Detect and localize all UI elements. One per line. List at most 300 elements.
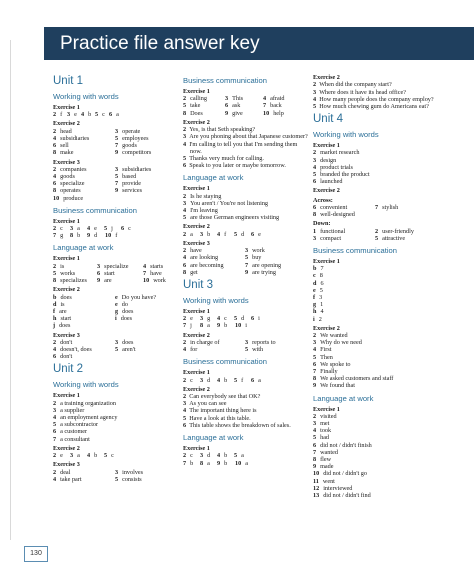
answer-row <box>313 442 439 449</box>
answer-number: 6 <box>183 261 187 269</box>
answer-row <box>183 193 309 200</box>
answer-item <box>245 346 263 353</box>
answer-item <box>313 456 331 463</box>
answer-number: 1 <box>313 227 317 235</box>
answer-item <box>263 95 285 102</box>
answer-text: c <box>224 315 227 323</box>
answer-text: is <box>60 262 65 270</box>
answer-number: 4 <box>87 225 91 233</box>
answer-text: We spoke to <box>320 360 351 368</box>
answer-text: e <box>258 230 261 238</box>
answer-item <box>53 339 72 346</box>
answer-text: reports to <box>252 338 276 346</box>
answer-text: 2 <box>318 315 322 323</box>
answer-number: 3 <box>70 452 74 460</box>
answer-number: 2 <box>313 149 317 157</box>
answer-item <box>217 460 227 467</box>
answer-number: 6 <box>53 428 57 436</box>
answer-item <box>53 301 65 308</box>
answer-row <box>313 301 439 308</box>
answer-number: 5 <box>115 346 119 354</box>
answer-text: does <box>122 338 134 346</box>
answer-number: 6 <box>97 269 101 277</box>
column-2 <box>183 72 309 467</box>
answer-number: 8 <box>200 459 204 467</box>
answer-text: wanted <box>320 448 338 456</box>
answer-item <box>313 427 331 434</box>
answer-text: visited <box>320 412 337 420</box>
answer-row <box>313 456 439 463</box>
answer-row <box>53 315 179 322</box>
answer-item <box>313 178 342 185</box>
exercise-heading: Exercise 2 <box>183 223 210 231</box>
answer-row <box>313 280 439 287</box>
answer-item <box>67 111 77 118</box>
answer-item <box>53 270 75 277</box>
answer-row <box>53 421 179 428</box>
exercise-heading: Exercise 1 <box>183 185 210 193</box>
answer-item <box>200 315 210 322</box>
answer-row <box>53 232 179 239</box>
answer-row <box>53 142 179 149</box>
answer-number: 3 <box>313 420 317 428</box>
answer-row <box>183 322 309 329</box>
answer-sentence <box>183 393 309 400</box>
answer-row <box>53 195 179 202</box>
answer-number: 4 <box>183 140 187 148</box>
answer-number: 13 <box>313 491 320 499</box>
answer-number: 9 <box>115 187 119 195</box>
answer-item <box>115 187 142 194</box>
answer-text: 5 <box>319 286 323 294</box>
answer-number: 2 <box>183 126 187 134</box>
answer-row <box>313 211 439 218</box>
answer-item <box>70 232 80 239</box>
answer-text: How much chewing gum do Americans eat? <box>319 102 429 110</box>
answer-number: 4 <box>217 376 221 384</box>
answer-row <box>313 375 439 382</box>
answer-number: d <box>313 279 317 287</box>
answer-item <box>245 254 261 261</box>
answer-item <box>200 452 210 459</box>
answer-text: are becoming <box>190 261 224 269</box>
answer-text: did not / didn't finish <box>320 441 372 449</box>
answer-number: 8 <box>183 268 187 276</box>
answer-text: e <box>94 225 97 233</box>
answer-item <box>53 315 71 322</box>
answer-text: 4 <box>320 308 324 316</box>
answer-item <box>183 377 193 384</box>
answer-sentence <box>183 133 309 140</box>
answer-item <box>53 421 98 428</box>
answer-number: 5 <box>115 173 119 181</box>
answer-text: d <box>241 315 245 323</box>
answer-number: 2 <box>53 399 57 407</box>
answer-text: get <box>190 268 198 276</box>
answer-number: 10 <box>143 277 150 285</box>
answer-text: based <box>122 173 137 181</box>
answer-item <box>115 142 137 149</box>
answer-text: a <box>241 452 244 460</box>
answer-row <box>313 287 439 294</box>
answer-number: e <box>115 300 118 308</box>
answer-number: 3 <box>225 95 229 103</box>
page-number-box <box>24 546 48 562</box>
answer-number: 4 <box>217 452 221 460</box>
answer-item <box>143 277 166 284</box>
answer-row <box>183 452 309 459</box>
answer-item <box>313 204 347 211</box>
answer-item <box>200 322 210 329</box>
answer-text: did not / didn't find <box>323 491 371 499</box>
answer-number: 2 <box>183 95 187 103</box>
answer-item <box>183 247 202 254</box>
answer-row <box>313 171 439 178</box>
answer-number: 6 <box>121 225 125 233</box>
answer-text: compact <box>320 234 342 242</box>
answer-number: 2 <box>53 111 57 119</box>
answer-text: You aren't / You're not listening <box>190 199 269 207</box>
answer-item <box>313 228 345 235</box>
answer-number: f <box>313 294 316 302</box>
answer-number: 4 <box>313 346 317 354</box>
answer-item <box>53 436 90 443</box>
answer-number: 3 <box>245 247 249 255</box>
exercise-heading: Exercise 1 <box>183 307 210 315</box>
answer-number: 5 <box>53 421 57 429</box>
answer-item <box>313 361 351 368</box>
answer-text: How many people does the company employ? <box>319 95 434 103</box>
answer-number: 2 <box>313 81 317 89</box>
answer-item <box>115 135 149 142</box>
answer-number: 7 <box>313 368 317 376</box>
answer-number: g <box>115 307 119 315</box>
answer-item <box>95 111 105 118</box>
answer-number: 2 <box>53 127 57 135</box>
answer-text: in charge of <box>190 338 220 346</box>
answer-row <box>313 149 439 156</box>
answer-item <box>53 400 116 407</box>
answer-item <box>53 353 72 360</box>
answer-item <box>183 231 193 238</box>
answer-item <box>183 322 192 329</box>
answer-number: 2 <box>53 225 57 233</box>
answer-item <box>313 339 362 346</box>
answer-text: head <box>60 127 72 135</box>
exercise-heading: Exercise 1 <box>53 392 80 400</box>
answer-text: produce <box>63 194 84 202</box>
answer-number: 7 <box>245 261 249 269</box>
answer-number: 2 <box>53 452 57 460</box>
answer-text: d <box>207 452 211 460</box>
page-number: 130 <box>30 550 42 557</box>
answer-item <box>313 382 355 389</box>
answer-item <box>53 346 92 353</box>
answer-row <box>313 413 439 420</box>
answer-number: j <box>53 322 56 330</box>
answer-number: 5 <box>53 269 57 277</box>
answer-item <box>143 263 163 270</box>
answer-text: product trials <box>320 163 353 171</box>
answer-number: 5 <box>183 214 187 222</box>
answer-row <box>53 173 179 180</box>
exercise-heading: Across: <box>313 196 333 204</box>
answer-text: a <box>207 459 210 467</box>
answer-text: buy <box>252 254 262 262</box>
answer-row <box>183 315 309 322</box>
answer-number: 5 <box>313 170 317 178</box>
answer-item <box>313 413 337 420</box>
answer-item <box>375 228 414 235</box>
answer-text: take part <box>60 475 82 483</box>
answer-row <box>183 262 309 269</box>
answer-text: goods <box>122 142 137 150</box>
answer-row <box>313 361 439 368</box>
answer-text: are trying <box>252 268 276 276</box>
answer-number: 7 <box>115 180 119 188</box>
answer-row <box>53 346 179 353</box>
answer-item <box>53 308 67 315</box>
answer-item <box>109 111 119 118</box>
answer-text: e <box>74 111 77 119</box>
answer-number: 5 <box>183 102 187 110</box>
answer-row <box>313 339 439 346</box>
answer-number: 2 <box>313 332 317 340</box>
answer-row <box>183 254 309 261</box>
exercise-heading: Exercise 1 <box>183 369 210 377</box>
answer-number: 2 <box>183 230 187 238</box>
answer-number: 9 <box>225 109 229 117</box>
answer-text: interviewed <box>323 484 353 492</box>
answer-row <box>313 427 439 434</box>
answer-text: went <box>322 477 335 485</box>
answer-number: 3 <box>200 376 204 384</box>
exercise-heading: Exercise 1 <box>313 142 340 150</box>
answer-item <box>245 262 281 269</box>
answer-text: c <box>111 452 114 460</box>
answer-number: 4 <box>53 134 57 142</box>
answer-item <box>313 235 341 242</box>
answer-text: c <box>60 225 63 233</box>
answer-row <box>313 382 439 389</box>
section-heading: Working with words <box>53 380 119 390</box>
answer-row <box>53 476 179 483</box>
answer-number: 5 <box>104 225 108 233</box>
answer-number: 4 <box>217 230 221 238</box>
answer-item <box>183 200 268 207</box>
answer-item <box>115 346 136 353</box>
answer-number: 4 <box>87 452 91 460</box>
answer-text: help <box>273 109 284 117</box>
answer-number: h <box>313 308 317 316</box>
answer-text: made <box>320 463 334 471</box>
answer-item <box>313 316 322 323</box>
answer-row <box>53 428 179 435</box>
answer-number: 9 <box>313 382 317 390</box>
exercise-heading: Exercise 2 <box>53 444 80 452</box>
answer-number: 8 <box>183 109 187 117</box>
answer-item <box>313 420 329 427</box>
answer-text: d <box>94 232 98 240</box>
answer-text: j <box>190 322 192 330</box>
answer-item <box>53 407 84 414</box>
answer-text: Where does it have its head office? <box>319 88 407 96</box>
answer-text: subsidiaries <box>60 134 90 142</box>
answer-sentence <box>313 103 439 110</box>
answer-number: 3 <box>313 88 317 96</box>
answer-text: b <box>224 376 228 384</box>
answer-text: are those German engineers visiting <box>190 214 280 222</box>
answer-number: 6 <box>53 180 57 188</box>
answer-text: have <box>190 247 202 255</box>
answer-text: work <box>252 247 265 255</box>
section-heading: Language at work <box>183 433 244 443</box>
answer-text: a <box>258 376 261 384</box>
answer-row <box>183 200 309 207</box>
answer-item <box>183 110 203 117</box>
answer-item <box>183 254 218 261</box>
answer-item <box>104 225 113 232</box>
answer-text: calling <box>190 95 207 103</box>
answer-text: c <box>190 376 193 384</box>
answer-item <box>313 294 322 301</box>
answer-text: Finally <box>320 368 338 376</box>
answer-number: i <box>313 315 315 323</box>
answer-text: specialize <box>60 180 85 188</box>
answer-text: 3 <box>319 294 323 302</box>
answer-number: 2 <box>53 468 57 476</box>
answer-sentence <box>183 400 309 407</box>
answer-number: 3 <box>245 338 249 346</box>
answer-number: 5 <box>95 111 99 119</box>
answer-text: Yes, is that Seth speaking? <box>189 126 256 134</box>
answer-item <box>313 346 331 353</box>
answer-row <box>183 95 309 102</box>
answer-number: 3 <box>115 165 119 173</box>
answer-item <box>183 102 200 109</box>
section-heading: Working with words <box>53 92 119 101</box>
answer-number: 6 <box>313 203 317 211</box>
answer-item <box>53 225 63 232</box>
answer-item <box>87 232 97 239</box>
answer-item <box>115 339 133 346</box>
answer-row <box>53 294 179 301</box>
answer-row <box>53 469 179 476</box>
answer-number: 3 <box>200 230 204 238</box>
unit-heading: Unit 3 <box>183 278 214 291</box>
answer-item <box>225 110 243 117</box>
answer-item <box>53 469 70 476</box>
answer-text: functional <box>320 227 346 235</box>
answer-item <box>217 322 227 329</box>
answer-text: f <box>224 230 227 238</box>
answer-number: 5 <box>183 414 187 422</box>
answer-item <box>235 460 248 467</box>
answer-number: 6 <box>313 360 317 368</box>
answer-row <box>183 110 309 117</box>
answer-text: Can everybody see that OK? <box>189 393 261 401</box>
answer-number: 7 <box>53 232 57 240</box>
answer-item <box>235 322 247 329</box>
answer-text: a <box>77 452 80 460</box>
answer-row <box>53 166 179 173</box>
answer-number: 4 <box>143 262 147 270</box>
answer-text: had <box>320 434 330 442</box>
answer-row <box>313 204 439 211</box>
answer-item <box>313 375 393 382</box>
answer-item <box>245 269 276 276</box>
answer-item <box>115 315 132 322</box>
answer-item <box>251 315 260 322</box>
answer-number: 3 <box>115 338 119 346</box>
answer-item <box>245 247 265 254</box>
answer-text: for <box>190 346 198 354</box>
answer-row <box>313 434 439 441</box>
answer-item <box>375 235 405 242</box>
answer-row <box>313 346 439 353</box>
answer-number: 8 <box>313 375 317 383</box>
answer-row <box>53 149 179 156</box>
answer-row <box>313 265 439 272</box>
answer-row <box>183 231 309 238</box>
section-heading: Language at work <box>183 173 244 183</box>
answer-text: a <box>77 225 80 233</box>
answer-text: 1 <box>320 301 324 309</box>
answer-text: d <box>241 230 245 238</box>
answer-text: b <box>94 452 98 460</box>
title-banner <box>44 27 474 60</box>
answer-sentence <box>183 141 309 155</box>
answer-row <box>53 407 179 414</box>
answer-number: 2 <box>183 338 187 346</box>
answer-number: 5 <box>234 230 238 238</box>
exercise-heading: Exercise 2 <box>183 385 210 393</box>
answer-item <box>53 166 87 173</box>
answer-item <box>183 193 221 200</box>
answer-item <box>251 231 261 238</box>
answer-number: 2 <box>183 247 187 255</box>
answer-row <box>313 354 439 361</box>
answer-item <box>70 225 80 232</box>
section-heading: Working with words <box>313 130 379 140</box>
answer-row <box>53 111 179 118</box>
answer-item <box>115 476 142 483</box>
section-heading: Language at work <box>313 393 374 403</box>
answer-item <box>217 315 227 322</box>
answer-text: This table shows the breakdown of sales. <box>189 421 291 429</box>
answer-text: deal <box>60 468 71 476</box>
answer-row <box>313 178 439 185</box>
section-heading: Business communication <box>183 76 267 85</box>
answer-row <box>183 460 309 467</box>
answer-number: 3 <box>67 111 71 119</box>
answer-row <box>313 272 439 279</box>
answer-item <box>313 265 324 272</box>
answer-text: make <box>60 149 74 157</box>
answer-item <box>234 377 243 384</box>
answer-number: 3 <box>200 315 204 323</box>
answer-item <box>200 231 210 238</box>
exercise-heading: Exercise 1 <box>313 405 340 413</box>
answer-text: took <box>320 427 332 435</box>
answer-text: launched <box>320 178 343 186</box>
answer-number: 11 <box>313 477 319 485</box>
answer-item <box>81 111 91 118</box>
answer-row <box>313 164 439 171</box>
answer-item <box>313 434 329 441</box>
answer-item <box>313 149 359 156</box>
answer-text: Speak to you later or maybe tomorrow. <box>189 162 286 170</box>
